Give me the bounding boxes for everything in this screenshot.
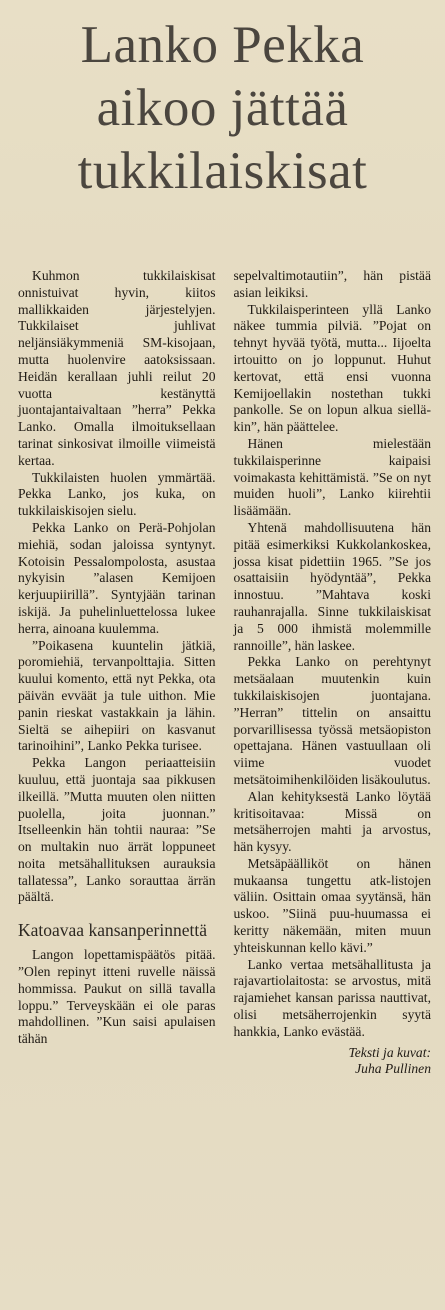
paragraph: Metsäpäälliköt on hänen mukaansa tungettu atk-listojen väliin. Osittain omaa syytänsä, hän uskoo. ”Siinä puu-huumassa ei keritty näkemään, miten muun yhteiskunnan kello kävi.” xyxy=(233,855,431,955)
credit-author: Juha Pullinen xyxy=(355,1061,431,1077)
paragraph: Pekka Langon periaatteisiin kuuluu, että juontaja saa pikkusen ilkeillä. ”Mutta muuten olen niitten puolella, joita juonnan.” Itselleenkin hän tohtii nauraa: ”Se on multakin nuo ärrät loppuneet noita metsähallituksen aurauksia tallatessa”, Lanko sorauttaa ärrän päältä. xyxy=(18,755,216,905)
paragraph: Kuhmon tukkilaiskisat onnistuivat hyvin, kiitos mallikkaiden järjestelyjen. Tukkilaiset juhlivat neljänsiäkymmeniä SM-kisojaan, mutta huolenvire aatoksissaan. Heidän kerallaan juhli reilut 20 vuotta kestänyttä juontajantaivaltaan ”herra” Pekka Lanko. Omalla ilmoituksellaan tarinat sinkosivat ilmoille viimeistä kertaa. xyxy=(18,268,216,468)
headline-line-1: Lanko Pekka xyxy=(80,16,365,74)
subheading: Katoavaa kansanperinnettä xyxy=(18,920,208,941)
headline-line-3: tukkilaiskisat xyxy=(77,142,368,200)
paragraph: Hänen mielestään tukkilaisperinne kaipaisi voimakasta kehittämistä. ”Se on nyt muiden huoli”, Lanko kiirehtii lisäämään. xyxy=(233,435,431,519)
paragraph: Lanko vertaa metsähallitusta ja rajavartiolaitosta: se arvostus, mitä rajamiehet kansan parissa nauttivat, olisi metsäherrojenkin syytä hankkia, Lanko evästää. xyxy=(233,956,431,1039)
paragraph: Pekka Lanko on perehtynyt metsäalaan muutenkin kuin tukkilaiskisojen juontajana. ”Herran” tittelin on ansaittu porvarillisessa työssä metsäopiston opettajana. Hänen vastuullaan oli viime vuodet metsätoimihenkilöiden lisäkoulutus. xyxy=(233,654,431,787)
right-column xyxy=(234,268,432,1078)
paragraph: Pekka Lanko on Perä-Pohjolan miehiä, sodan jaloissa syntynyt. Kotoisin Pessalompolosta, asustaa nykyisin ”alasen Kemijoen kerjuupiirillä”. Syntyjään tarinan iskijä. Ja puhelinluettelossa lukee herra, ainoana kuulemma. xyxy=(18,519,216,636)
paragraph: ”Poikasena kuuntelin jätkiä, poromiehiä, tervanpolttajia. Sitten kuului komento, että nyt Pekka, ota päivän evväät ja tule uithon. Mie panin rieskat vastakkain ja lähin. Sieltä se aihepiiri on kasvanut tarinoihini”, Lanko Pekka turisee. xyxy=(18,637,216,754)
credit-label: Teksti ja kuvat: xyxy=(348,1044,431,1060)
author-credit xyxy=(234,1045,432,1079)
headline xyxy=(10,14,435,228)
paragraph: Tukkilaisten huolen ymmärtää. Pekka Lanko, jos kuka, on tukkilaiskisojen sielu. xyxy=(18,469,216,519)
paragraph: Tukkilaisperinteen yllä Lanko näkee tummia pilviä. ”Pojat on tehnyt hyvää työtä, mutta... Iijoelta irtouitto on jo loppunut. Huhut kertovat, että ensi vuonna Kemijoellakin nostethan tukki pankolle. Se on lopun alkua siellä-kin”, hän päättelee. xyxy=(233,301,431,435)
paragraph: Langon lopettamispäätös pitää. ”Olen repinyt itteni ruvelle näissä hommissa. Paukut on sillä tavalla loppu.” Terveyskään ei ole paras mahdollinen. ”Kun saisi apulaisen tähän xyxy=(18,947,216,1047)
paragraph: sepelvaltimotautiin”, hän pistää asian leikiksi. xyxy=(233,268,431,300)
article-body xyxy=(18,268,431,1078)
headline-line-2: aikoo jättää xyxy=(96,79,349,137)
left-column xyxy=(18,268,216,1078)
paragraph: Alan kehityksestä Lanko löytää kritisoitavaa: Missä on metsäherrojen mahti ja arvostus, hän kysyy. xyxy=(233,788,431,855)
paragraph: Yhtenä mahdollisuutena hän pitää esimerkiksi Kukkolankoskea, jossa kisat pidettiin 1965. ”Se jos osattaisiin hyödyntää”, Pekka innostuu. ”Mahtava koski rauhanrajalla. Sinne tukkilaiskisat ja 5 000 ihmistä molemmille rannoille”, hän laskee. xyxy=(233,519,431,653)
